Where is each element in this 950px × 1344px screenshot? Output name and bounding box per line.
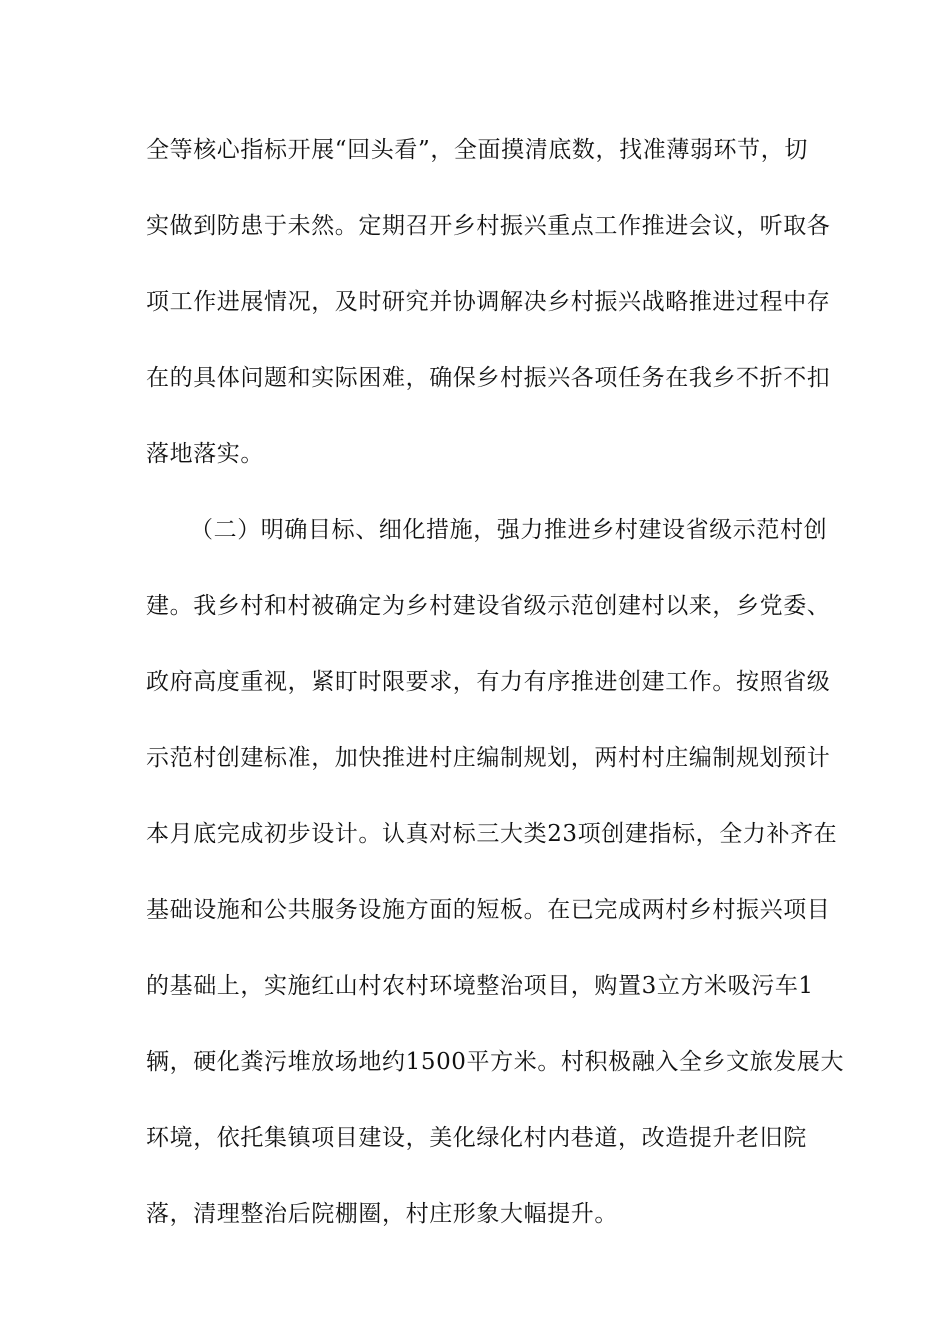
text-line: 在的具体问题和实际困难，确保乡村振兴各项任务在我乡不折不扣	[146, 365, 831, 391]
text-line: 落地落实。	[146, 441, 264, 467]
text-line: 政府高度重视，紧盯时限要求，有力有序推进创建工作。按照省级	[146, 669, 831, 695]
text-line: 基础设施和公共服务设施方面的短板。在已完成两村乡村振兴项目	[146, 897, 831, 923]
text-line: 示范村创建标准，加快推进村庄编制规划，两村村庄编制规划预计	[146, 745, 831, 771]
text-line: 项工作进展情况，及时研究并协调解决乡村振兴战略推进过程中存	[146, 289, 831, 315]
text-line: 环境，依托集镇项目建设，美化绿化村内巷道，改造提升老旧院	[146, 1125, 807, 1151]
text-line: 实做到防患于未然。定期召开乡村振兴重点工作推进会议，听取各	[146, 213, 831, 239]
text-line: 落，清理整治后院棚圈，村庄形象大幅提升。	[146, 1201, 618, 1227]
text-line: 建。我乡村和村被确定为乡村建设省级示范创建村以来，乡党委、	[146, 593, 831, 619]
text-line: 辆，硬化粪污堆放场地约1500平方米。村积极融入全乡文旅发展大	[146, 1049, 845, 1075]
section-heading-line: （二）明确目标、细化措施，强力推进乡村建设省级示范村创	[190, 517, 828, 543]
text-line: 全等核心指标开展“回头看”，全面摸清底数，找准薄弱环节，切	[146, 137, 808, 163]
text-line: 本月底完成初步设计。认真对标三大类23项创建指标，全力补齐在	[146, 821, 838, 847]
text-line: 的基础上，实施红山村农村环境整治项目，购置3立方米吸污车1	[146, 973, 814, 999]
